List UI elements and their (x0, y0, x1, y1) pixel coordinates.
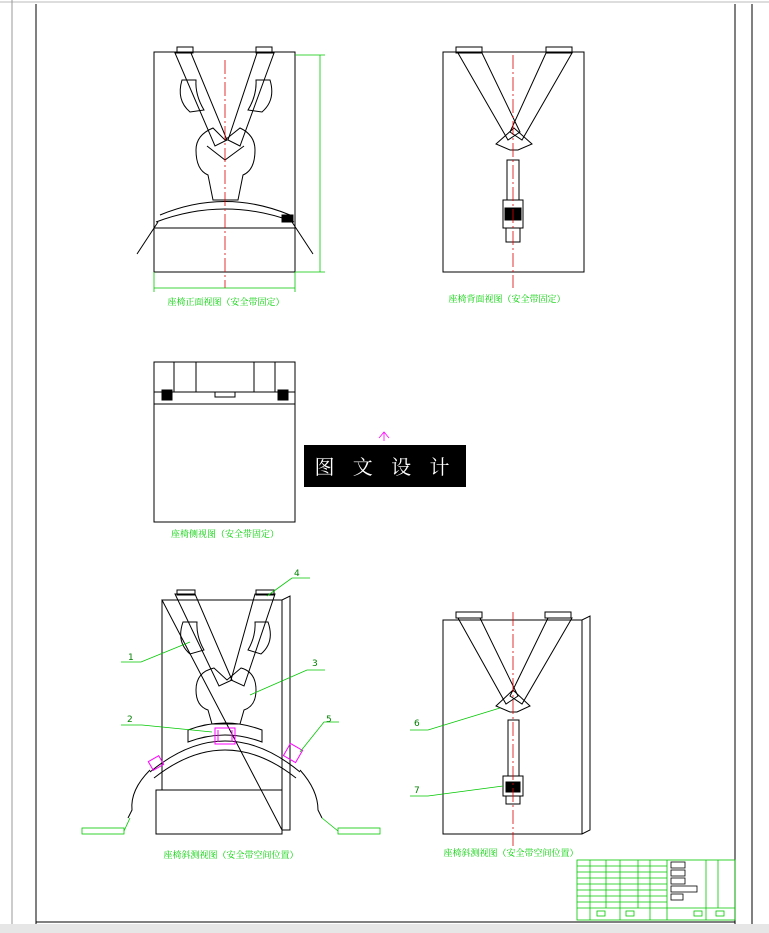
callout-2: 2 (127, 715, 133, 725)
side-view (154, 362, 295, 522)
callout-6: 6 (414, 719, 420, 729)
title-block (577, 860, 735, 920)
oblique-front-label: 座椅斜测视图（安全带空间位置） (163, 851, 299, 861)
oblique-front-view (128, 590, 322, 834)
oblique-back-leaders (410, 708, 503, 796)
watermark-banner (304, 432, 466, 487)
oblique-front-buckles (148, 728, 302, 770)
oblique-front-leaders (82, 578, 380, 834)
banner-text: 图 文 设 计 (314, 455, 456, 479)
callout-4: 4 (294, 569, 300, 579)
front-view-label: 座椅正面视图（安全带固定） (167, 298, 285, 308)
oblique-back-view (443, 612, 590, 834)
callout-7: 7 (414, 786, 420, 796)
side-view-label: 座椅侧视图（安全带固定） (170, 530, 280, 540)
back-view-label: 座椅背面视图（安全带固定） (448, 295, 566, 305)
callout-1: 1 (128, 653, 134, 663)
front-view-dimensions (154, 55, 325, 292)
oblique-back-label: 座椅斜测视图（安全带空间位置） (443, 849, 579, 859)
callout-3: 3 (312, 659, 318, 669)
callout-5: 5 (326, 715, 332, 725)
title-block-marks (671, 862, 697, 900)
back-view (443, 47, 584, 272)
